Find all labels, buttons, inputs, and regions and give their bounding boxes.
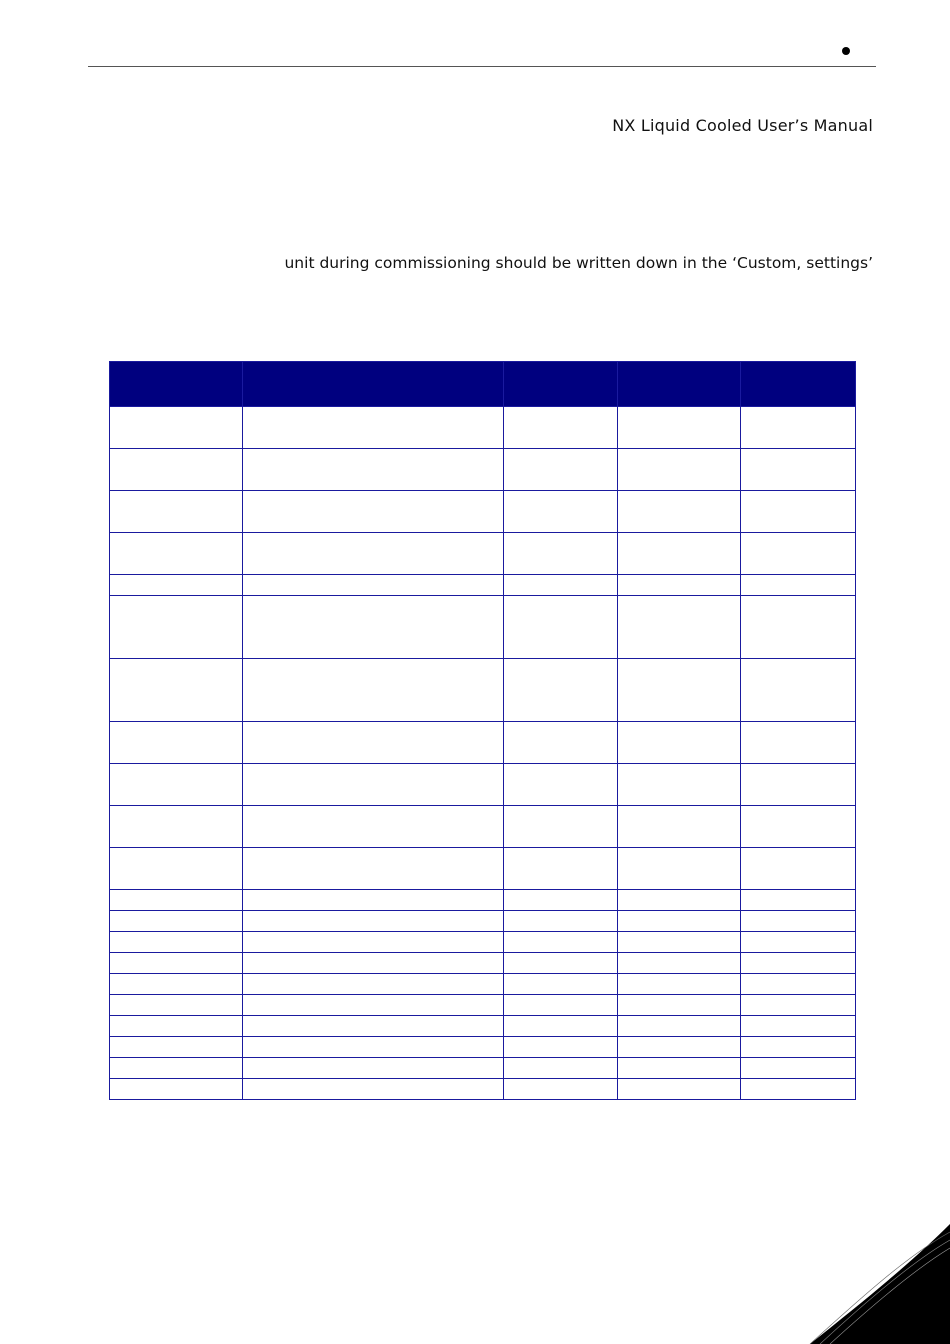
table-cell <box>618 764 741 806</box>
table-cell <box>110 1016 243 1037</box>
table-header-cell <box>504 362 618 407</box>
table-row <box>110 407 856 449</box>
table-cell <box>618 848 741 890</box>
table-cell <box>110 575 243 596</box>
table-cell <box>741 911 856 932</box>
table-row <box>110 449 856 491</box>
table-cell <box>618 722 741 764</box>
table-cell <box>618 911 741 932</box>
manual-title: NX Liquid Cooled User’s Manual <box>612 116 873 135</box>
table-row <box>110 491 856 533</box>
table-cell <box>110 407 243 449</box>
table-cell <box>243 1037 504 1058</box>
table-cell <box>618 1016 741 1037</box>
table-cell <box>504 764 618 806</box>
table-cell <box>741 407 856 449</box>
table-cell <box>741 764 856 806</box>
table-cell <box>243 659 504 722</box>
table-cell <box>110 1037 243 1058</box>
table-cell <box>243 449 504 491</box>
table-row <box>110 596 856 659</box>
table-cell <box>243 1079 504 1100</box>
table-cell <box>243 407 504 449</box>
table-row <box>110 575 856 596</box>
table-cell <box>243 953 504 974</box>
table-cell <box>741 596 856 659</box>
table-cell <box>504 491 618 533</box>
table-cell <box>243 764 504 806</box>
table-cell <box>110 1079 243 1100</box>
table-cell <box>504 890 618 911</box>
table-cell <box>504 932 618 953</box>
table-cell <box>504 995 618 1016</box>
table-cell <box>741 1058 856 1079</box>
table-cell <box>741 533 856 575</box>
table-row <box>110 995 856 1016</box>
table-cell <box>741 1079 856 1100</box>
table-cell <box>618 659 741 722</box>
table-cell <box>618 974 741 995</box>
table-cell <box>243 995 504 1016</box>
table-cell <box>504 911 618 932</box>
table-cell <box>618 533 741 575</box>
table-cell <box>110 722 243 764</box>
table-cell <box>741 1037 856 1058</box>
table-cell <box>243 596 504 659</box>
table-cell <box>618 806 741 848</box>
table-cell <box>618 995 741 1016</box>
table-cell <box>110 659 243 722</box>
table-cell <box>110 974 243 995</box>
table-cell <box>618 575 741 596</box>
table-header-cell <box>110 362 243 407</box>
table-cell <box>741 659 856 722</box>
table-row <box>110 1037 856 1058</box>
table-cell <box>741 932 856 953</box>
table-cell <box>504 1079 618 1100</box>
table-row <box>110 533 856 575</box>
table-row <box>110 974 856 995</box>
table-cell <box>504 953 618 974</box>
table-row <box>110 911 856 932</box>
table-row <box>110 932 856 953</box>
table-cell <box>243 491 504 533</box>
table-row <box>110 1058 856 1079</box>
table-cell <box>741 491 856 533</box>
table-cell <box>741 1016 856 1037</box>
table-cell <box>110 806 243 848</box>
table-cell <box>110 890 243 911</box>
table-cell <box>243 533 504 575</box>
table-cell <box>504 974 618 995</box>
table-cell <box>618 1037 741 1058</box>
table-cell <box>618 953 741 974</box>
table-body <box>110 407 856 1100</box>
table-cell <box>110 533 243 575</box>
table-row <box>110 1079 856 1100</box>
table-row <box>110 890 856 911</box>
table-row <box>110 722 856 764</box>
table-cell <box>110 764 243 806</box>
corner-brand-swoosh <box>750 1224 950 1344</box>
table-cell <box>618 407 741 449</box>
table-cell <box>618 890 741 911</box>
table-row <box>110 806 856 848</box>
table-row <box>110 848 856 890</box>
table-header-row <box>110 362 856 407</box>
table-cell <box>504 449 618 491</box>
table-cell <box>504 848 618 890</box>
table-cell <box>110 953 243 974</box>
table-cell <box>504 533 618 575</box>
table-cell <box>110 848 243 890</box>
table-cell <box>741 575 856 596</box>
table-row <box>110 953 856 974</box>
table-cell <box>110 995 243 1016</box>
table-cell <box>741 953 856 974</box>
custom-settings-table <box>109 361 856 1100</box>
table-cell <box>504 596 618 659</box>
table-cell <box>243 911 504 932</box>
table-cell <box>741 890 856 911</box>
table-cell <box>504 1016 618 1037</box>
table-cell <box>243 1058 504 1079</box>
table-cell <box>243 575 504 596</box>
table-header-cell <box>618 362 741 407</box>
table-cell <box>618 1058 741 1079</box>
table-cell <box>243 974 504 995</box>
table-cell <box>741 974 856 995</box>
table-row <box>110 659 856 722</box>
table-row <box>110 764 856 806</box>
table-cell <box>741 449 856 491</box>
table-cell <box>618 449 741 491</box>
table-cell <box>243 722 504 764</box>
table-cell <box>110 596 243 659</box>
table-cell <box>243 1016 504 1037</box>
header-bullet-icon <box>842 47 850 55</box>
table-cell <box>504 806 618 848</box>
table-cell <box>504 722 618 764</box>
table-cell <box>618 491 741 533</box>
table-cell <box>618 932 741 953</box>
table-cell <box>741 722 856 764</box>
table-row <box>110 1016 856 1037</box>
table-cell <box>741 806 856 848</box>
table-cell <box>504 575 618 596</box>
intro-paragraph: unit during commissioning should be written down in the ‘Custom, settings’ <box>284 254 873 272</box>
table-cell <box>741 848 856 890</box>
table-header-cell <box>741 362 856 407</box>
table-cell <box>504 659 618 722</box>
table-cell <box>504 407 618 449</box>
header-divider <box>88 66 876 67</box>
table-cell <box>504 1037 618 1058</box>
table-cell <box>110 932 243 953</box>
table-cell <box>243 848 504 890</box>
table-cell <box>243 890 504 911</box>
table-cell <box>618 596 741 659</box>
table-cell <box>243 932 504 953</box>
table-cell <box>504 1058 618 1079</box>
table-cell <box>243 806 504 848</box>
table-cell <box>741 995 856 1016</box>
table-cell <box>110 491 243 533</box>
table-cell <box>618 1079 741 1100</box>
table-cell <box>110 449 243 491</box>
table-header-cell <box>243 362 504 407</box>
table-cell <box>110 1058 243 1079</box>
table-cell <box>110 911 243 932</box>
